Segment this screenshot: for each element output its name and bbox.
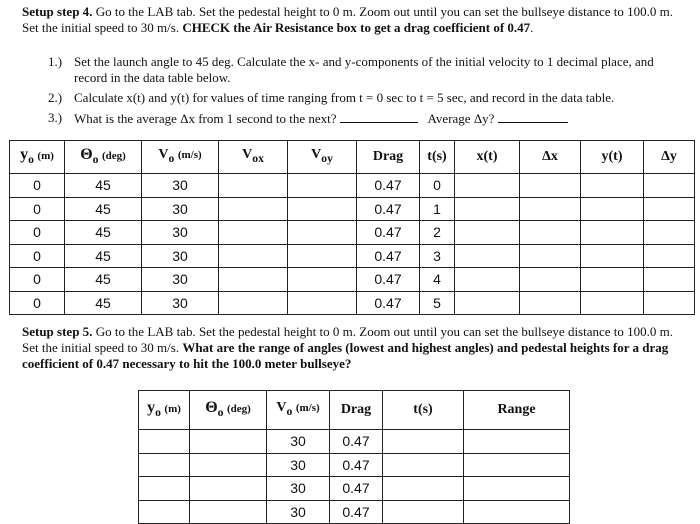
cell-time: 3 [420,244,455,268]
cell-delta-x[interactable] [520,197,581,221]
cell-time: 0 [420,174,455,198]
instruction-text: Set the launch angle to 45 deg. Calculate the x- and y-components of the initial velocity to 1 decimal place, and record in the data table below. [74,54,654,85]
header-delta-y: Δy [644,141,695,174]
cell-v0: 30 [142,221,219,245]
cell-range[interactable] [464,477,570,501]
cell-drag: 0.47 [357,244,420,268]
cell-x-of-t[interactable] [455,221,520,245]
table-row [139,430,570,454]
header-drag: Drag [357,141,420,174]
cell-theta0[interactable] [190,430,267,454]
header-drag: Drag [330,391,383,430]
table-row [10,197,695,221]
cell-delta-x[interactable] [520,291,581,315]
instruction-text: Calculate x(t) and y(t) for values of time ranging from t = 0 sec to t = 5 sec, and record in the data table. [74,90,615,105]
instruction-item [48,54,678,86]
cell-voy[interactable] [288,174,357,198]
setup-step-4-paragraph [22,4,682,36]
header-y0: $y_o$ (m) [10,141,65,174]
cell-drag: 0.47 [357,291,420,315]
instruction-text-b: Average Δy? [427,111,495,126]
cell-vox[interactable] [219,197,288,221]
table-row [10,291,695,315]
header-voy: $V_{oy}$ [288,141,357,174]
cell-delta-x[interactable] [520,221,581,245]
step-4-text: Go to the LAB tab. Set the pedestal height to 0 m. Zoom out until you can set the bullseye distance to 100.0 m. Set the initial speed to 30 m/s. [22,4,674,35]
cell-y-of-t[interactable] [581,244,644,268]
cell-v0: 30 [267,477,330,501]
cell-vox[interactable] [219,221,288,245]
cell-x-of-t[interactable] [455,268,520,292]
table-row [10,268,695,292]
cell-y0: 0 [10,221,65,245]
cell-v0: 30 [267,453,330,477]
cell-y0: 0 [10,174,65,198]
cell-delta-y[interactable] [644,174,695,198]
cell-range[interactable] [464,453,570,477]
answer-blank-dy[interactable] [498,110,568,123]
step-4-instructions [48,54,678,131]
cell-y0[interactable] [139,500,190,524]
instruction-number: 1.) [48,54,63,69]
cell-theta0[interactable] [190,477,267,501]
cell-theta0: 45 [65,291,142,315]
cell-drag: 0.47 [357,221,420,245]
cell-delta-y[interactable] [644,291,695,315]
cell-drag: 0.47 [357,268,420,292]
step-4-lead: Setup step 4. [22,4,93,19]
cell-drag: 0.47 [357,197,420,221]
step-4-bold-tail: CHECK the Air Resistance box to get a drag coefficient of 0.47 [182,20,531,35]
header-time: t(s) [383,391,464,430]
cell-y0[interactable] [139,430,190,454]
header-theta0: $\Theta_o$ (deg) [65,141,142,174]
cell-drag: 0.47 [330,477,383,501]
table-row [139,477,570,501]
cell-theta0: 45 [65,197,142,221]
cell-v0: 30 [142,291,219,315]
data-table-step-4 [9,140,695,315]
cell-time[interactable] [383,477,464,501]
cell-theta0: 45 [65,244,142,268]
step-5-bold-tail: What are the range of angles (lowest and highest angles) and pedestal heights for a drag coefficient of 0.47 necessary to hit the 100.0 meter bullseye? [22,340,669,371]
header-time: t(s) [420,141,455,174]
cell-v0: 30 [142,174,219,198]
cell-voy[interactable] [288,268,357,292]
cell-theta0[interactable] [190,453,267,477]
cell-theta0[interactable] [190,500,267,524]
cell-time: 5 [420,291,455,315]
cell-time[interactable] [383,430,464,454]
cell-x-of-t[interactable] [455,197,520,221]
table-header-row [10,141,695,174]
cell-y0[interactable] [139,477,190,501]
cell-y-of-t[interactable] [581,221,644,245]
header-y-of-t: y(t) [581,141,644,174]
header-x-of-t: x(t) [455,141,520,174]
cell-theta0: 45 [65,268,142,292]
instruction-number: 2.) [48,90,63,105]
cell-y-of-t[interactable] [581,291,644,315]
cell-range[interactable] [464,430,570,454]
step-5-lead: Setup step 5. [22,324,93,339]
instruction-number: 3.) [48,110,63,125]
cell-x-of-t[interactable] [455,291,520,315]
cell-drag: 0.47 [330,430,383,454]
cell-time[interactable] [383,500,464,524]
cell-x-of-t[interactable] [455,244,520,268]
header-range: Range [464,391,570,430]
header-delta-x: Δx [520,141,581,174]
cell-v0: 30 [267,500,330,524]
cell-vox[interactable] [219,174,288,198]
header-theta0: $\Theta_o$ (deg) [190,391,267,430]
cell-delta-x[interactable] [520,268,581,292]
cell-theta0: 45 [65,221,142,245]
table-row [139,453,570,477]
cell-drag: 0.47 [357,174,420,198]
header-y0: $y_o$ (m) [139,391,190,430]
cell-y0: 0 [10,291,65,315]
cell-v0: 30 [267,430,330,454]
cell-delta-y[interactable] [644,268,695,292]
cell-drag: 0.47 [330,453,383,477]
cell-x-of-t[interactable] [455,174,520,198]
cell-vox[interactable] [219,268,288,292]
cell-v0: 30 [142,197,219,221]
cell-time: 1 [420,197,455,221]
step-5-text: Go to the LAB tab. Set the pedestal height to 0 m. Zoom out until you can set the bullseye distance to 100.0 m. Set the initial speed to 30 m/s. [22,324,674,355]
answer-blank-dx[interactable] [340,110,418,123]
table-header-row [139,391,570,430]
cell-y0: 0 [10,244,65,268]
cell-v0: 30 [142,244,219,268]
header-v0: $V_o$ (m/s) [267,391,330,430]
cell-theta0: 45 [65,174,142,198]
header-vox: $V_{ox}$ [219,141,288,174]
cell-voy[interactable] [288,244,357,268]
cell-time[interactable] [383,453,464,477]
cell-y-of-t[interactable] [581,174,644,198]
cell-range[interactable] [464,500,570,524]
table-row [10,244,695,268]
cell-y0: 0 [10,268,65,292]
cell-delta-x[interactable] [520,244,581,268]
cell-y0: 0 [10,197,65,221]
cell-y0[interactable] [139,453,190,477]
cell-vox[interactable] [219,244,288,268]
cell-drag: 0.47 [330,500,383,524]
cell-delta-y[interactable] [644,197,695,221]
instruction-text-a: What is the average Δx from 1 second to the next? [74,111,337,126]
cell-y-of-t[interactable] [581,268,644,292]
cell-y-of-t[interactable] [581,197,644,221]
cell-delta-y[interactable] [644,244,695,268]
instruction-item [48,110,678,127]
cell-time: 4 [420,268,455,292]
setup-step-5-paragraph [22,324,682,372]
cell-voy[interactable] [288,291,357,315]
cell-time: 2 [420,221,455,245]
table-row [10,221,695,245]
header-v0: $V_o$ (m/s) [142,141,219,174]
cell-voy[interactable] [288,197,357,221]
table-row [10,174,695,198]
cell-vox[interactable] [219,291,288,315]
cell-delta-x[interactable] [520,174,581,198]
table-row [139,500,570,524]
cell-voy[interactable] [288,221,357,245]
data-table-step-5 [138,390,570,524]
cell-v0: 30 [142,268,219,292]
cell-delta-y[interactable] [644,221,695,245]
instruction-item [48,90,678,106]
step-4-end: . [530,20,534,35]
